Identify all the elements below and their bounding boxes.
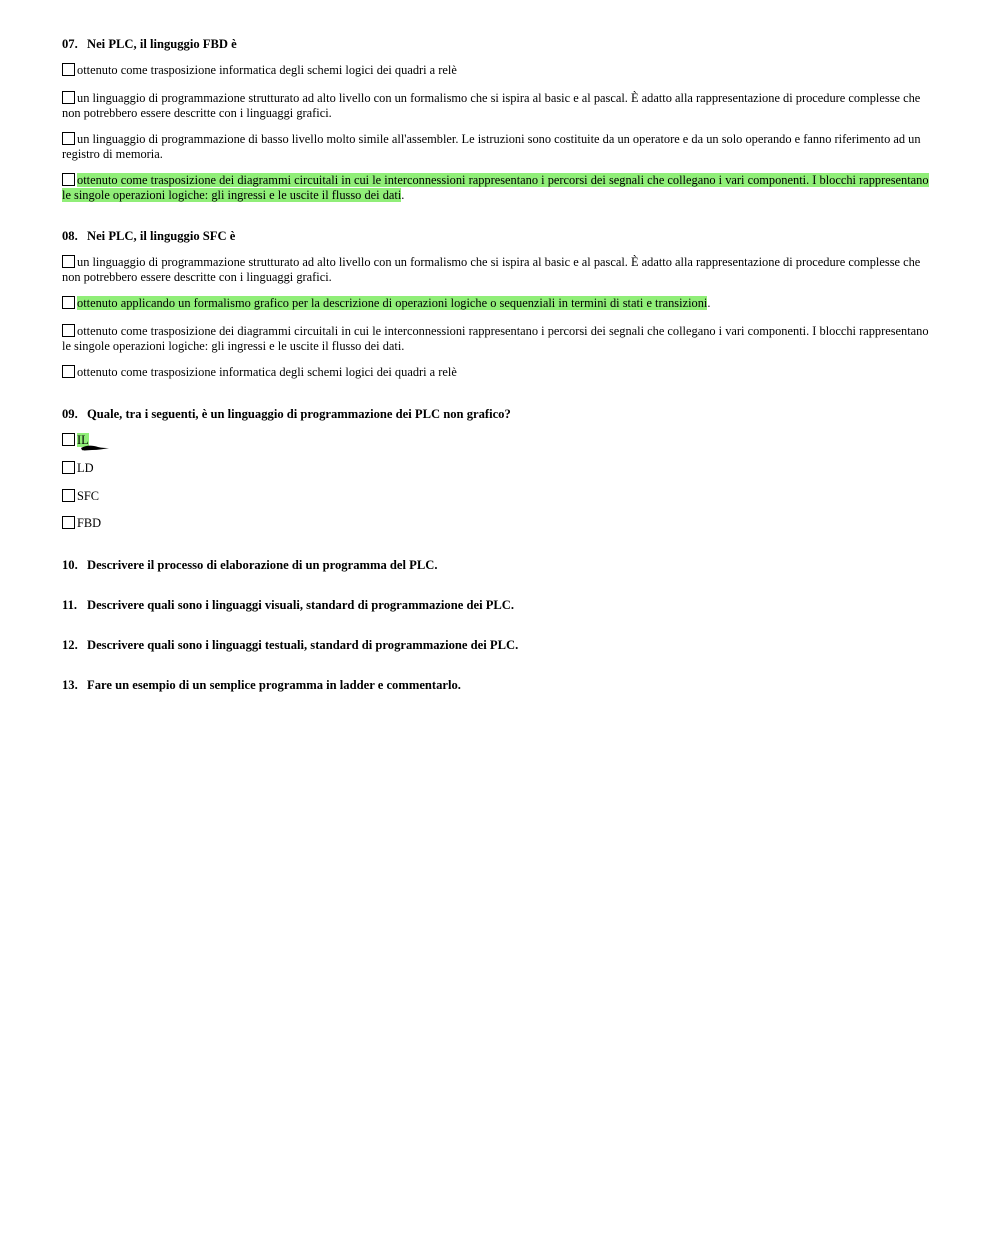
highlighted-answer-text: ottenuto come trasposizione dei diagrammi circuitali in cui le interconnessioni rappresentano i percorsi dei segnali che collegano i vari componenti. I blocchi rappresentano le singole operazioni logiche: gli ingressi e le uscite il flusso dei dati <box>62 173 929 203</box>
answer-text: un linguaggio di programmazione strutturato ad alto livello con un formalismo che si ispira al basic e al pascal. È adatto alla rappresentazione di procedure complesse che non potrebbero essere descritte con i linguaggi grafici. <box>62 91 921 121</box>
answer-option <box>62 63 939 78</box>
answer-checkbox[interactable] <box>62 255 75 268</box>
answer-checkbox[interactable] <box>62 173 75 186</box>
answer-text: SFC <box>77 489 100 503</box>
question-text: Nei PLC, il linguggio FBD è <box>87 37 237 51</box>
question-title <box>62 229 942 244</box>
answer-checkbox[interactable] <box>62 324 75 337</box>
question-title <box>62 37 942 52</box>
answer-checkbox[interactable] <box>62 433 75 446</box>
question-13 <box>62 678 942 693</box>
question-number: 09. <box>62 407 78 421</box>
question-text: Nei PLC, il linguggio SFC è <box>87 229 236 243</box>
question-title <box>62 678 942 693</box>
answer-option <box>62 489 939 504</box>
answer-text-suffix: . <box>401 188 405 203</box>
answer-text: ottenuto come trasposizione informatica degli schemi logici dei quadri a relè <box>77 365 457 379</box>
question-number: 13. <box>62 678 78 692</box>
answer-text: FBD <box>77 516 102 530</box>
answer-text: LD <box>77 461 94 475</box>
question-number: 11. <box>62 598 78 612</box>
question-10 <box>62 558 942 573</box>
question-number: 10. <box>62 558 78 572</box>
answer-text-suffix: . <box>707 296 711 310</box>
highlighted-answer-text: ottenuto applicando un formalismo grafico per la descrizione di operazioni logiche o sequenziali in termini di stati e transizioni <box>77 296 708 310</box>
question-text: Quale, tra i seguenti, è un linguaggio di programmazione dei PLC non grafico? <box>87 407 511 421</box>
answer-text: un linguaggio di programmazione di basso livello molto simile all'assembler. Le istruzioni sono costituite da un operatore e da un solo operando e fanno riferimento ad un registro di memoria. <box>62 132 921 162</box>
answer-text: un linguaggio di programmazione strutturato ad alto livello con un formalismo che si ispira al basic e al pascal. È adatto alla rappresentazione di procedure complesse che non potrebbero essere descritte con i linguaggi grafici. <box>62 255 921 285</box>
pen-scribble-mark <box>80 444 110 452</box>
question-number: 12. <box>62 638 78 652</box>
highlighted-answer-text: IL <box>77 433 89 447</box>
answer-option <box>62 255 939 286</box>
answer-option <box>62 461 939 476</box>
answer-checkbox[interactable] <box>62 365 75 378</box>
question-07 <box>62 37 942 203</box>
answer-checkbox[interactable] <box>62 63 75 76</box>
question-text: Descrivere quali sono i linguaggi visuali, standard di programmazione dei PLC. <box>87 598 515 612</box>
question-title <box>62 638 942 653</box>
question-11 <box>62 598 942 613</box>
question-number: 07. <box>62 37 78 51</box>
answer-option <box>62 365 939 380</box>
answer-checkbox[interactable] <box>62 132 75 145</box>
answer-option-highlighted <box>62 433 939 448</box>
question-09 <box>62 407 942 530</box>
question-text: Descrivere quali sono i linguaggi testuali, standard di programmazione dei PLC. <box>87 638 519 652</box>
answer-option <box>62 324 939 355</box>
question-text: Descrivere il processo di elaborazione di un programma del PLC. <box>87 558 438 572</box>
question-title <box>62 598 942 613</box>
question-title <box>62 407 942 422</box>
answer-checkbox[interactable] <box>62 461 75 474</box>
answer-checkbox[interactable] <box>62 91 75 104</box>
question-text: Fare un esempio di un semplice programma in ladder e commentarlo. <box>87 678 461 692</box>
question-12 <box>62 638 942 653</box>
answer-text: ottenuto come trasposizione dei diagrammi circuitali in cui le interconnessioni rappresentano i percorsi dei segnali che collegano i vari componenti. I blocchi rappresentano le singole operazioni logiche: gli ingressi e le uscite il flusso dei dati. <box>62 324 929 354</box>
question-title <box>62 558 942 573</box>
answer-option-highlighted <box>62 173 939 204</box>
question-number: 08. <box>62 229 78 243</box>
answer-checkbox[interactable] <box>62 516 75 529</box>
answer-option <box>62 132 939 163</box>
question-08 <box>62 229 942 379</box>
answer-option <box>62 91 939 122</box>
answer-checkbox[interactable] <box>62 296 75 309</box>
answer-text: ottenuto come trasposizione informatica degli schemi logici dei quadri a relè <box>77 63 457 77</box>
answer-checkbox[interactable] <box>62 489 75 502</box>
answer-option <box>62 516 939 531</box>
answer-option-highlighted <box>62 296 939 311</box>
